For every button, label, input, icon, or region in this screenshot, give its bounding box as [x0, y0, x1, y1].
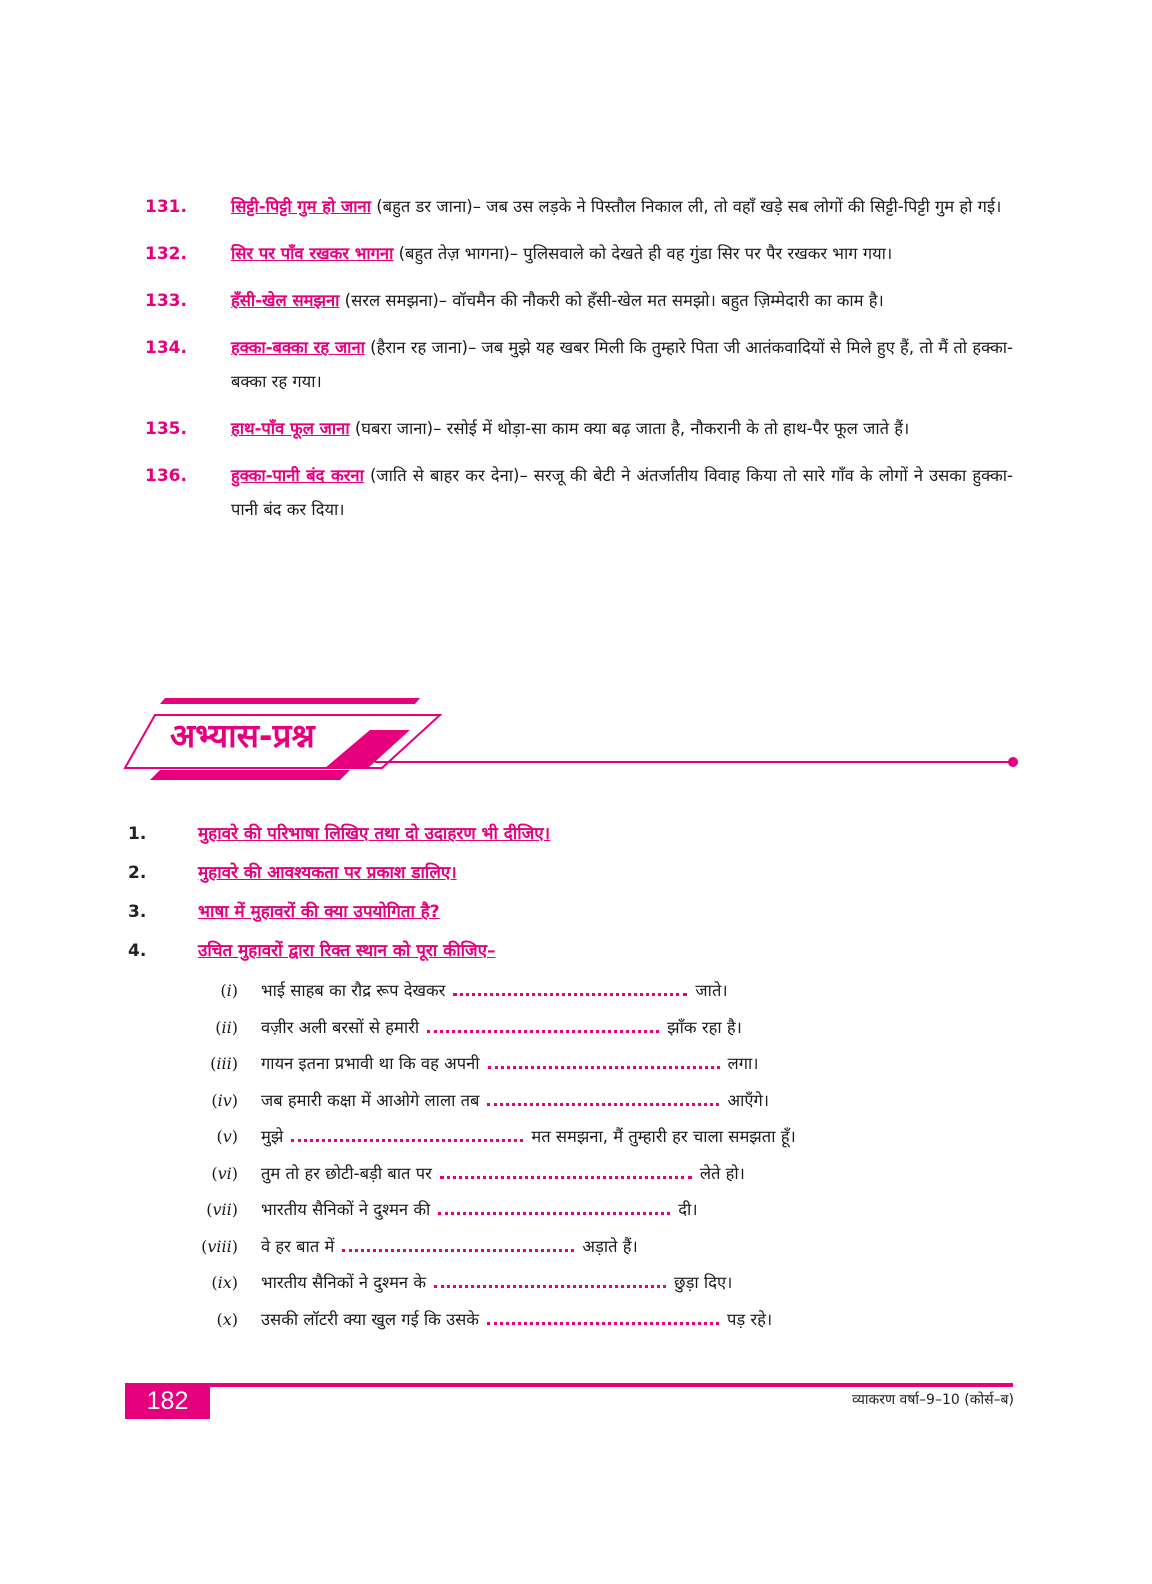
question-number: 1.: [128, 824, 147, 844]
question-list: [128, 816, 1008, 972]
sentence-start: भारतीय सैनिकों ने दुश्मन की: [261, 1200, 431, 1219]
question-number: 2.: [128, 863, 147, 883]
roman-numeral: (viii): [201, 1236, 238, 1256]
blank-line: [487, 1089, 719, 1106]
sentence-start: वज़ीर अली बरसों से हमारी: [261, 1017, 420, 1037]
idiom-explanation: (बहुत डर जाना)– जब उस लड़के ने पिस्तौल निकाल ली, तो वहाँ खड़े सब लोगों की सिट्टी-पिट्टी गुम हो गई।: [370, 197, 1002, 216]
question-text: मुहावरे की परिभाषा लिखिए तथा दो उदाहरण भी दीजिए।: [198, 824, 551, 844]
question-item: [128, 933, 1008, 972]
blank-line: [427, 1016, 659, 1033]
blank-line: [488, 1052, 720, 1069]
sentence-start: भाई साहब का रौद्र रूप देखकर: [261, 981, 446, 1000]
sentence-end: आएँगे।: [727, 1090, 770, 1110]
roman-numeral: (vi): [211, 1163, 238, 1183]
blank-line: [453, 979, 687, 996]
entry-number: 134.: [145, 338, 187, 358]
idiom-explanation: (सरल समझना)– वॉचमैन की नौकरी को हँसी-खेल मत समझो। बहुत ज़िम्मेदारी का काम है।: [339, 291, 884, 310]
roman-numeral: (iii): [210, 1054, 238, 1073]
roman-numeral: (ii): [215, 1017, 238, 1037]
sentence-end: छुड़ा दिए।: [674, 1273, 733, 1292]
entry-number: 133.: [145, 291, 187, 311]
idiom-phrase: हाथ-पाँव फूल जाना: [231, 419, 350, 438]
sentence-end: अड़ाते हैं।: [582, 1236, 638, 1256]
fill-item: [180, 1049, 1000, 1086]
question-item: [128, 855, 1008, 894]
section-title: अभ्यास-प्रश्न: [170, 716, 315, 755]
idiom-phrase: सिर पर पाँव रखकर भागना: [231, 244, 394, 263]
sentence-start: भारतीय सैनिकों ने दुश्मन के: [261, 1273, 427, 1292]
sentence-start: तुम तो हर छोटी-बड़ी बात पर: [261, 1163, 432, 1183]
idiom-entry: [145, 237, 1013, 271]
idiom-phrase: हुक्का-पानी बंद करना: [231, 466, 364, 485]
fill-item: [180, 1159, 1000, 1196]
fill-item: [180, 1195, 1000, 1232]
idiom-entry: [145, 284, 1013, 318]
book-title: व्याकरण वर्षा–9–10 (कोर्स–ब): [851, 1392, 1014, 1408]
entry-number: 136.: [145, 466, 187, 486]
idiom-phrase: हक्का-बक्का रह जाना: [231, 338, 365, 357]
idiom-entry: [145, 331, 1013, 399]
question-text: मुहावरे की आवश्यकता पर प्रकाश डालिए।: [198, 863, 457, 883]
question-item: [128, 894, 1008, 933]
sentence-end: जाते।: [695, 981, 728, 1000]
fill-item: [180, 1305, 1000, 1342]
question-text: भाषा में मुहावरों की क्या उपयोगिता है?: [198, 902, 440, 922]
fill-item: [180, 1122, 1000, 1159]
idiom-explanation: (घबरा जाना)– रसोई में थोड़ा-सा काम क्या बढ़ जाता है, नौकरानी के तो हाथ-पैर फूल जाते हैं।: [349, 419, 910, 438]
fill-item: [180, 1013, 1000, 1050]
blank-line: [342, 1235, 574, 1252]
sentence-start: उसकी लॉटरी क्या खुल गई कि उसके: [261, 1309, 479, 1329]
idiom-explanation: (हैरान रह जाना)– जब मुझे यह खबर मिली कि तुम्हारे पिता जी आतंकवादियों से मिले हुए हैं, तो मैं तो हक्का-बक्का रह गया।: [231, 338, 1013, 391]
roman-numeral: (x): [216, 1309, 238, 1329]
banner-rule-dot: [1008, 757, 1018, 767]
blank-line: [438, 1198, 670, 1215]
question-item: [128, 816, 1008, 855]
sentence-end: मत समझना, मैं तुम्हारी हर चाला समझता हूँ।: [531, 1127, 796, 1146]
idiom-phrase: सिट्टी-पिट्टी गुम हो जाना: [231, 197, 371, 216]
sentence-end: लेते हो।: [699, 1163, 745, 1183]
roman-numeral: (iv): [211, 1090, 238, 1110]
idiom-entry: [145, 190, 1013, 224]
banner-bottom-stripe: [150, 770, 350, 780]
blank-line: [487, 1308, 719, 1325]
banner-top-stripe: [160, 698, 420, 704]
entry-number: 135.: [145, 419, 187, 439]
roman-numeral: (vii): [206, 1200, 238, 1219]
blank-line: [434, 1271, 666, 1288]
roman-numeral: (i): [220, 981, 238, 1000]
fill-item: [180, 1086, 1000, 1123]
idiom-explanation: (जाति से बाहर कर देना)– सरजू की बेटी ने अंतर्जातीय विवाह किया तो सारे गाँव के लोगों ने उसका हुक्का-पानी बंद कर दिया।: [231, 466, 1013, 519]
sentence-start: वे हर बात में: [261, 1236, 335, 1256]
question-text: उचित मुहावरों द्वारा रिक्त स्थान को पूरा कीजिए–: [198, 941, 496, 961]
question-number: 4.: [128, 941, 147, 961]
idiom-entry: [145, 459, 1013, 527]
roman-numeral: (v): [216, 1127, 238, 1146]
sentence-end: लगा।: [727, 1054, 759, 1073]
page-number: 182: [125, 1383, 210, 1419]
sentence-end: झाँक रहा है।: [667, 1017, 742, 1037]
fill-item: [180, 1268, 1000, 1305]
sentence-start: जब हमारी कक्षा में आओगे लाला तब: [261, 1090, 480, 1110]
sentence-end: दी।: [678, 1200, 698, 1219]
sentence-end: पड़ रहे।: [726, 1309, 773, 1329]
fill-in-blanks: [180, 976, 1000, 1341]
question-number: 3.: [128, 902, 147, 922]
idiom-entry: [145, 412, 1013, 446]
idiom-list: [145, 190, 1013, 540]
blank-line: [291, 1125, 523, 1142]
idiom-phrase: हँसी-खेल समझना: [231, 291, 340, 310]
footer-rule: [125, 1383, 1013, 1387]
sentence-start: मुझे: [261, 1127, 284, 1146]
entry-number: 132.: [145, 244, 187, 264]
idiom-explanation: (बहुत तेज़ भागना)– पुलिसवाले को देखते ही वह गुंडा सिर पर पैर रखकर भाग गया।: [393, 244, 893, 263]
fill-item: [180, 1232, 1000, 1269]
fill-item: [180, 976, 1000, 1013]
sentence-start: गायन इतना प्रभावी था कि वह अपनी: [261, 1054, 480, 1073]
entry-number: 131.: [145, 197, 187, 217]
roman-numeral: (ix): [211, 1273, 238, 1292]
blank-line: [440, 1162, 692, 1179]
